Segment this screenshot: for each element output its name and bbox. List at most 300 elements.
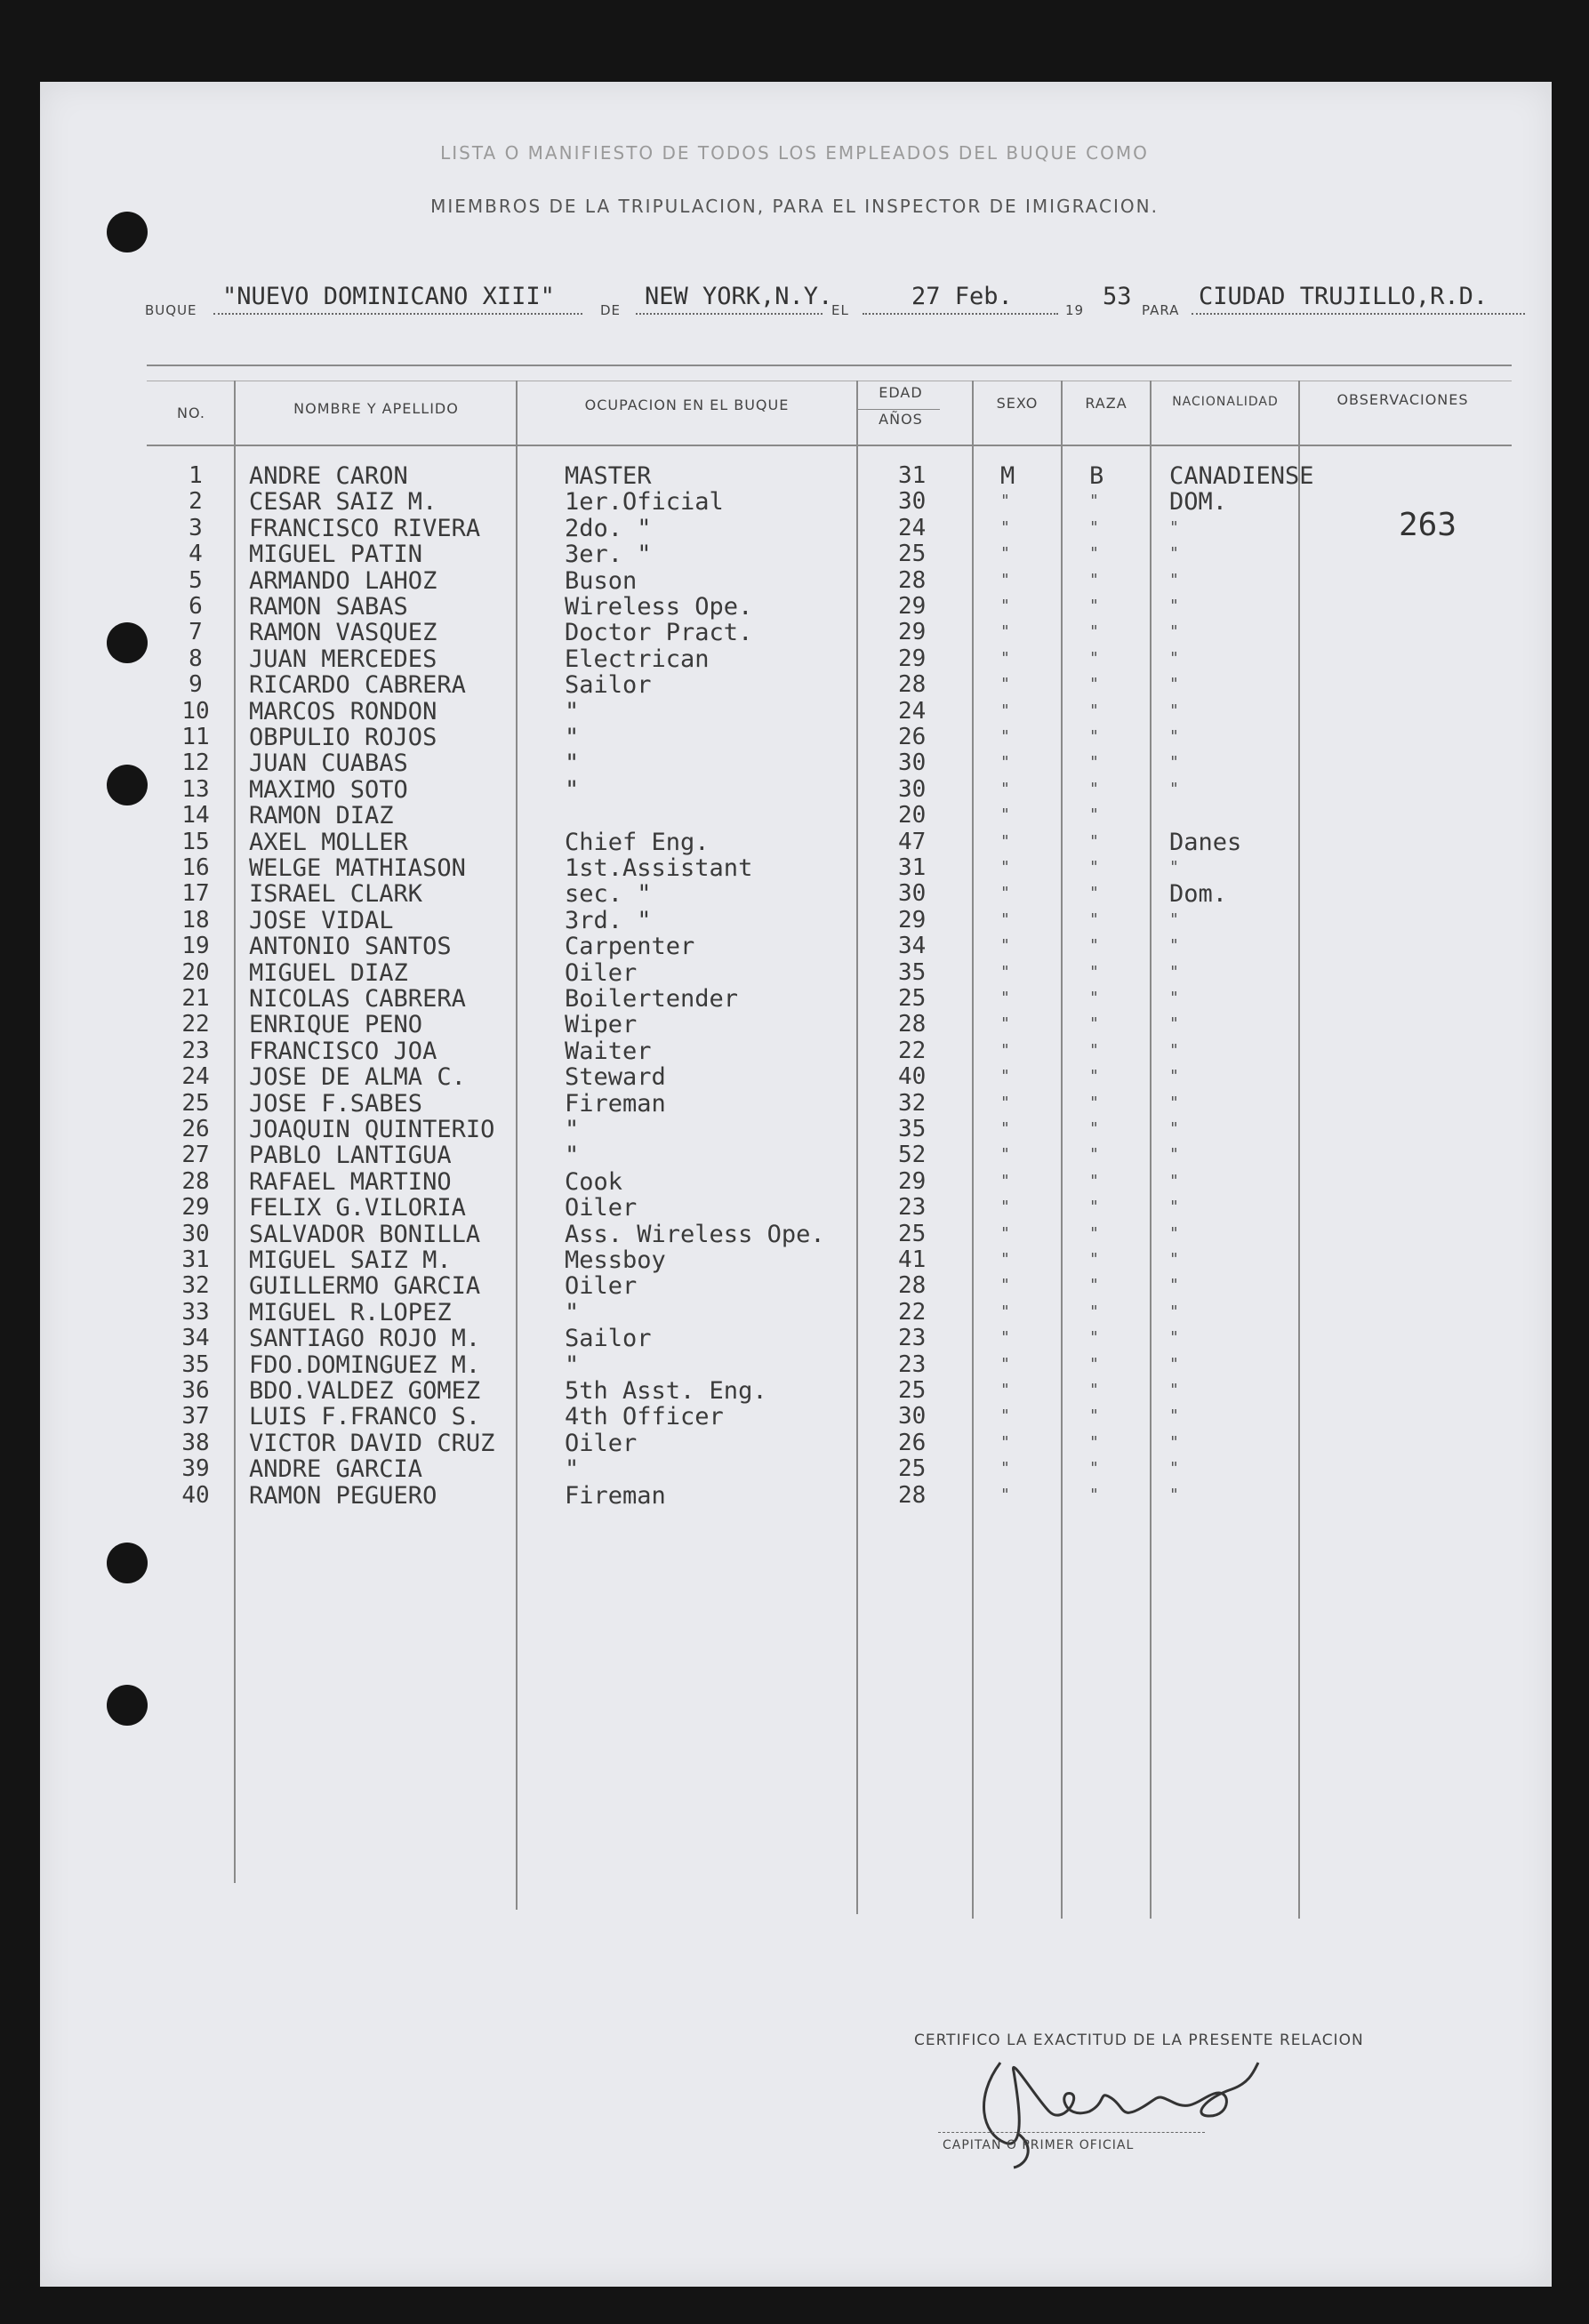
crew-age: 40 <box>898 1063 927 1091</box>
crew-name: ANTONIO SANTOS <box>249 933 452 961</box>
crew-nationality: " <box>1169 544 1179 564</box>
row-number: 6 <box>189 593 203 620</box>
crew-nationality: " <box>1169 779 1179 798</box>
crew-race: " <box>1089 1067 1099 1086</box>
col-header-no: NO. <box>177 405 205 421</box>
vessel-name: "NUEVO DOMINICANO XIII" <box>222 283 555 310</box>
crew-name: JOSE VIDAL <box>249 906 394 934</box>
crew-sex: " <box>1000 779 1010 798</box>
crew-race: " <box>1089 1432 1099 1452</box>
crew-name: AXEL MOLLER <box>249 828 408 856</box>
crew-occupation: Wiper <box>565 1011 638 1039</box>
table-row <box>0 619 1589 645</box>
crew-nationality: " <box>1169 1354 1179 1374</box>
crew-age: 25 <box>898 1377 927 1404</box>
crew-race: " <box>1089 1223 1099 1243</box>
crew-race: " <box>1089 831 1099 851</box>
table-row <box>0 985 1589 1011</box>
crew-age: 26 <box>898 1429 927 1456</box>
table-row <box>0 1116 1589 1142</box>
crew-race: " <box>1089 1381 1099 1399</box>
crew-name: ANDRE GARCIA <box>249 1455 423 1484</box>
crew-nationality: " <box>1169 1328 1179 1348</box>
crew-occupation: Steward <box>565 1063 666 1092</box>
table-row <box>0 593 1589 619</box>
crew-occupation: Oiler <box>565 1429 638 1457</box>
punch-hole-1 <box>107 212 148 252</box>
crew-name: JOSE F.SABES <box>249 1089 423 1118</box>
crew-nationality: " <box>1169 1067 1179 1086</box>
crew-nationality: " <box>1169 1485 1179 1504</box>
row-number: 18 <box>181 906 210 934</box>
table-row <box>0 1325 1589 1353</box>
row-number: 19 <box>181 933 210 960</box>
row-number: 22 <box>181 1011 210 1038</box>
punch-hole-5 <box>107 1685 148 1726</box>
crew-nationality: " <box>1169 910 1179 929</box>
row-number: 38 <box>181 1429 210 1456</box>
table-row <box>0 1377 1589 1403</box>
table-row <box>0 515 1589 541</box>
crew-occupation: 5th Asst. Eng. <box>565 1377 767 1405</box>
label-de: DE <box>600 302 622 318</box>
destination-underline <box>1192 313 1525 315</box>
table-row <box>0 1168 1589 1194</box>
crew-occupation: Oiler <box>565 1272 638 1301</box>
crew-name: RAMON PEGUERO <box>249 1481 437 1510</box>
row-number: 5 <box>189 566 203 594</box>
table-row <box>0 907 1589 933</box>
crew-occupation: MASTER <box>565 462 652 490</box>
row-number: 32 <box>181 1272 210 1300</box>
crew-nationality: " <box>1169 936 1179 956</box>
crew-race: " <box>1089 701 1099 720</box>
row-number: 15 <box>181 828 210 855</box>
row-number: 4 <box>189 541 203 568</box>
crew-occupation: Fireman <box>565 1481 666 1510</box>
port-underline <box>636 313 823 315</box>
crew-occupation: 4th Officer <box>565 1403 724 1431</box>
row-number: 2 <box>189 488 203 516</box>
crew-name: FRANCISCO JOA <box>249 1037 437 1065</box>
crew-nationality: " <box>1169 1198 1179 1217</box>
crew-occupation: 1er.Oficial <box>565 488 724 517</box>
punch-hole-4 <box>107 1543 148 1583</box>
crew-name: ANDRE CARON <box>249 462 408 490</box>
row-number: 10 <box>181 697 210 725</box>
crew-age: 29 <box>898 906 927 934</box>
crew-nationality: " <box>1169 1250 1179 1269</box>
header-line-1: LISTA O MANIFIESTO DE TODOS LOS EMPLEADOS DEL BUQUE COMO <box>440 142 1149 164</box>
crew-sex: " <box>1000 1459 1010 1479</box>
row-number: 20 <box>181 958 210 986</box>
crew-sex: " <box>1000 1067 1010 1086</box>
crew-age: 31 <box>898 854 927 881</box>
crew-age: 23 <box>898 1194 927 1222</box>
crew-race: " <box>1089 858 1099 877</box>
row-number: 28 <box>181 1167 210 1195</box>
crew-occupation: Boilertender <box>565 985 739 1013</box>
table-row <box>0 645 1589 671</box>
crew-name: MIGUEL PATIN <box>249 541 423 569</box>
crew-nationality: " <box>1169 622 1179 642</box>
crew-age: 41 <box>898 1246 927 1273</box>
table-row <box>0 880 1589 909</box>
crew-sex: " <box>1000 544 1010 564</box>
crew-age: 26 <box>898 724 927 750</box>
row-number: 13 <box>181 775 210 803</box>
crew-occupation: Wireless Ope. <box>565 593 753 621</box>
crew-nationality: " <box>1169 962 1179 982</box>
row-number: 34 <box>181 1325 210 1352</box>
crew-name: RAFAEL MARTINO <box>249 1167 452 1196</box>
table-row <box>0 1272 1589 1301</box>
table-row <box>0 1011 1589 1037</box>
crew-name: MIGUEL DIAZ <box>249 958 408 987</box>
col-header-age-bottom: AÑOS <box>879 411 923 428</box>
crew-name: GUILLERMO GARCIA <box>249 1272 481 1301</box>
table-row <box>0 829 1589 854</box>
table-row <box>0 671 1589 700</box>
crew-race: " <box>1089 675 1099 694</box>
label-19: 19 <box>1065 302 1085 318</box>
crew-occupation: Sailor <box>565 671 652 700</box>
crew-occupation: " <box>565 697 580 725</box>
crew-sex: " <box>1000 648 1010 668</box>
crew-age: 25 <box>898 1455 927 1483</box>
crew-sex: " <box>1000 622 1010 642</box>
crew-name: RAMON VASQUEZ <box>249 619 437 647</box>
crew-name: RAMON SABAS <box>249 593 408 621</box>
row-number: 8 <box>189 645 203 672</box>
crew-occupation: Carpenter <box>565 933 695 961</box>
label-el: EL <box>831 302 849 318</box>
crew-age: 30 <box>898 880 927 908</box>
crew-age: 25 <box>898 985 927 1012</box>
crew-name: JOSE DE ALMA C. <box>249 1063 466 1092</box>
crew-race: " <box>1089 1302 1099 1321</box>
vessel-underline <box>213 313 582 315</box>
table-row <box>0 462 1589 488</box>
crew-race: B <box>1089 462 1104 490</box>
crew-occupation: Oiler <box>565 958 638 987</box>
crew-name: JOAQUIN QUINTERIO <box>249 1116 495 1143</box>
crew-name: CESAR SAIZ M. <box>249 488 437 517</box>
signature-line <box>938 2132 1205 2133</box>
crew-race: " <box>1089 753 1099 773</box>
crew-age: 23 <box>898 1350 927 1378</box>
crew-age: 29 <box>898 593 927 620</box>
table-row <box>0 541 1589 569</box>
table-row <box>0 933 1589 961</box>
crew-sex: " <box>1000 727 1010 746</box>
row-number: 1 <box>189 462 203 489</box>
table-row <box>0 488 1589 517</box>
crew-occupation: Messboy <box>565 1246 666 1274</box>
crew-sex: " <box>1000 1171 1010 1190</box>
crew-race: " <box>1089 1406 1099 1426</box>
crew-nationality: " <box>1169 648 1179 668</box>
crew-age: 29 <box>898 1167 927 1195</box>
crew-age: 20 <box>898 802 927 829</box>
crew-sex: " <box>1000 1328 1010 1348</box>
row-number: 37 <box>181 1403 210 1430</box>
crew-race: " <box>1089 1198 1099 1217</box>
age-header-divider <box>858 409 940 410</box>
row-number: 23 <box>181 1037 210 1064</box>
table-row <box>0 1142 1589 1170</box>
destination: CIUDAD TRUJILLO,R.D. <box>1199 283 1489 310</box>
crew-race: " <box>1089 1014 1099 1034</box>
crew-sex: " <box>1000 701 1010 720</box>
crew-age: 29 <box>898 619 927 646</box>
row-number: 7 <box>189 619 203 646</box>
crew-sex: " <box>1000 858 1010 877</box>
crew-nationality: " <box>1169 1381 1179 1399</box>
row-number: 17 <box>181 880 210 908</box>
crew-age: 28 <box>898 1272 927 1300</box>
row-number: 29 <box>181 1194 210 1222</box>
crew-name: JUAN CUABAS <box>249 749 408 778</box>
crew-age: 30 <box>898 749 927 777</box>
crew-name: SALVADOR BONILLA <box>249 1220 481 1248</box>
crew-name: MAXIMO SOTO <box>249 775 408 804</box>
crew-age: 28 <box>898 1011 927 1038</box>
crew-occupation: " <box>565 1142 580 1170</box>
crew-age: 47 <box>898 828 927 855</box>
crew-sex: " <box>1000 1406 1010 1426</box>
crew-age: 28 <box>898 671 927 699</box>
crew-sex: " <box>1000 884 1010 903</box>
col-header-observations: OBSERVACIONES <box>1336 391 1469 408</box>
crew-race: " <box>1089 884 1099 903</box>
crew-occupation: 3rd. " <box>565 906 652 934</box>
crew-nationality: " <box>1169 989 1179 1007</box>
crew-name: MARCOS RONDON <box>249 697 437 725</box>
crew-age: 24 <box>898 697 927 725</box>
crew-sex: " <box>1000 597 1010 615</box>
crew-sex: " <box>1000 989 1010 1007</box>
row-number: 39 <box>181 1455 210 1483</box>
crew-name: ARMANDO LAHOZ <box>249 566 437 595</box>
crew-age: 35 <box>898 958 927 986</box>
crew-age: 23 <box>898 1325 927 1352</box>
col-header-race: RAZA <box>1085 395 1128 412</box>
table-header-rule <box>147 445 1512 446</box>
crew-nationality: " <box>1169 1459 1179 1479</box>
col-header-age-top: EDAD <box>879 384 923 401</box>
crew-sex: " <box>1000 831 1010 851</box>
header-line-2: MIEMBROS DE LA TRIPULACION, PARA EL INSPECTOR DE IMIGRACION. <box>430 196 1159 217</box>
row-number: 26 <box>181 1116 210 1142</box>
crew-race: " <box>1089 962 1099 982</box>
crew-nationality: " <box>1169 1014 1179 1034</box>
table-row <box>0 1246 1589 1272</box>
crew-nationality: " <box>1169 727 1179 746</box>
crew-race: " <box>1089 936 1099 956</box>
crew-occupation: Ass. Wireless Ope. <box>565 1220 825 1248</box>
crew-race: " <box>1089 1354 1099 1374</box>
crew-age: 34 <box>898 933 927 960</box>
table-row <box>0 1063 1589 1092</box>
crew-age: 31 <box>898 462 927 489</box>
crew-nationality: " <box>1169 753 1179 773</box>
crew-race: " <box>1089 989 1099 1007</box>
crew-sex: " <box>1000 1119 1010 1138</box>
crew-sex: " <box>1000 570 1010 589</box>
table-row <box>0 567 1589 593</box>
crew-nationality: " <box>1169 1145 1179 1165</box>
crew-age: 24 <box>898 514 927 541</box>
crew-nationality: " <box>1169 1040 1179 1060</box>
crew-occupation: 1st.Assistant <box>565 854 753 882</box>
crew-sex: " <box>1000 1354 1010 1374</box>
table-row <box>0 1299 1589 1325</box>
crew-name: RAMON DIAZ <box>249 802 394 830</box>
crew-occupation: Oiler <box>565 1194 638 1222</box>
row-number: 3 <box>189 514 203 541</box>
crew-name: RICARDO CABRERA <box>249 671 466 700</box>
crew-sex: " <box>1000 1145 1010 1165</box>
crew-name: JUAN MERCEDES <box>249 645 437 673</box>
date-underline <box>863 313 1058 315</box>
crew-occupation: Chief Eng. <box>565 828 710 856</box>
crew-race: " <box>1089 727 1099 746</box>
crew-occupation: " <box>565 1350 580 1379</box>
crew-name: PABLO LANTIGUA <box>249 1142 452 1170</box>
crew-sex: " <box>1000 1223 1010 1243</box>
crew-nationality: " <box>1169 1406 1179 1426</box>
crew-occupation: 3er. " <box>565 541 652 569</box>
crew-sex: " <box>1000 1381 1010 1399</box>
crew-age: 28 <box>898 1481 927 1509</box>
crew-sex: " <box>1000 675 1010 694</box>
table-row <box>0 1430 1589 1455</box>
crew-occupation: " <box>565 1298 580 1326</box>
crew-name: WELGE MATHIASON <box>249 854 466 882</box>
row-number: 14 <box>181 802 210 829</box>
crew-occupation: Waiter <box>565 1037 652 1065</box>
crew-age: 30 <box>898 1403 927 1430</box>
row-number: 25 <box>181 1089 210 1117</box>
crew-race: " <box>1089 779 1099 798</box>
col-header-name: NOMBRE Y APELLIDO <box>293 400 459 417</box>
row-number: 36 <box>181 1377 210 1404</box>
crew-race: " <box>1089 1276 1099 1295</box>
table-row <box>0 1090 1589 1116</box>
crew-name: BDO.VALDEZ GOMEZ <box>249 1377 481 1405</box>
crew-sex: " <box>1000 1276 1010 1295</box>
manifest-date: 27 Feb. <box>911 283 1013 310</box>
crew-occupation: 2do. " <box>565 514 652 542</box>
table-row <box>0 698 1589 724</box>
table-row <box>0 802 1589 828</box>
crew-race: " <box>1089 1171 1099 1190</box>
table-row <box>0 749 1589 778</box>
crew-sex: " <box>1000 910 1010 929</box>
crew-sex: " <box>1000 962 1010 982</box>
crew-race: " <box>1089 570 1099 589</box>
crew-age: 35 <box>898 1116 927 1142</box>
crew-occupation: " <box>565 724 580 751</box>
crew-occupation: Buson <box>565 566 638 595</box>
crew-sex: " <box>1000 492 1010 511</box>
row-number: 27 <box>181 1142 210 1169</box>
crew-nationality: " <box>1169 1276 1179 1295</box>
crew-sex: " <box>1000 805 1010 825</box>
table-row <box>0 1194 1589 1220</box>
crew-name: FELIX G.VILORIA <box>249 1194 466 1222</box>
crew-occupation: Cook <box>565 1167 623 1196</box>
crew-age: 30 <box>898 488 927 516</box>
table-row <box>0 959 1589 985</box>
row-number: 16 <box>181 854 210 881</box>
crew-occupation: sec. " <box>565 880 652 909</box>
row-number: 30 <box>181 1220 210 1247</box>
crew-race: " <box>1089 1485 1099 1504</box>
crew-race: " <box>1089 622 1099 642</box>
crew-name: FRANCISCO RIVERA <box>249 514 481 542</box>
crew-occupation: Electrican <box>565 645 710 673</box>
row-number: 40 <box>181 1481 210 1509</box>
crew-nationality: " <box>1169 597 1179 615</box>
crew-name: SANTIAGO ROJO M. <box>249 1325 481 1353</box>
crew-nationality: " <box>1169 1093 1179 1112</box>
captain-label: CAPITAN O PRIMER OFICIAL <box>943 2138 1135 2152</box>
crew-race: " <box>1089 544 1099 564</box>
crew-age: 22 <box>898 1298 927 1326</box>
crew-age: 29 <box>898 645 927 672</box>
crew-nationality: " <box>1169 570 1179 589</box>
crew-nationality: " <box>1169 1223 1179 1243</box>
row-number: 12 <box>181 749 210 777</box>
row-number: 21 <box>181 985 210 1012</box>
crew-nationality: " <box>1169 675 1179 694</box>
crew-age: 28 <box>898 566 927 594</box>
table-row <box>0 1403 1589 1429</box>
table-row <box>0 854 1589 880</box>
crew-name: VICTOR DAVID CRUZ <box>249 1429 495 1457</box>
crew-age: 25 <box>898 1220 927 1247</box>
col-header-occupation: OCUPACION EN EL BUQUE <box>584 397 790 413</box>
crew-sex: " <box>1000 753 1010 773</box>
table-row <box>0 1455 1589 1484</box>
table-row <box>0 1038 1589 1063</box>
table-row <box>0 1221 1589 1246</box>
crew-name: MIGUEL R.LOPEZ <box>249 1298 452 1326</box>
crew-nationality: " <box>1169 1302 1179 1321</box>
crew-nationality: DOM. <box>1169 488 1228 517</box>
crew-race: " <box>1089 1119 1099 1138</box>
crew-age: 52 <box>898 1142 927 1169</box>
crew-nationality: Danes <box>1169 828 1242 856</box>
label-buque: BUQUE <box>145 302 197 318</box>
crew-sex: " <box>1000 1250 1010 1269</box>
label-para: PARA <box>1142 302 1180 318</box>
crew-name: FDO.DOMINGUEZ M. <box>249 1350 481 1379</box>
col-header-sex: SEXO <box>996 395 1039 412</box>
crew-sex: " <box>1000 517 1010 537</box>
crew-occupation: " <box>565 1116 580 1143</box>
crew-occupation: " <box>565 1455 580 1484</box>
crew-name: LUIS F.FRANCO S. <box>249 1403 481 1431</box>
crew-sex: " <box>1000 1014 1010 1034</box>
crew-age: 30 <box>898 775 927 803</box>
crew-occupation: Fireman <box>565 1089 666 1118</box>
crew-sex: " <box>1000 1040 1010 1060</box>
crew-name: NICOLAS CABRERA <box>249 985 466 1013</box>
crew-name: MIGUEL SAIZ M. <box>249 1246 452 1274</box>
